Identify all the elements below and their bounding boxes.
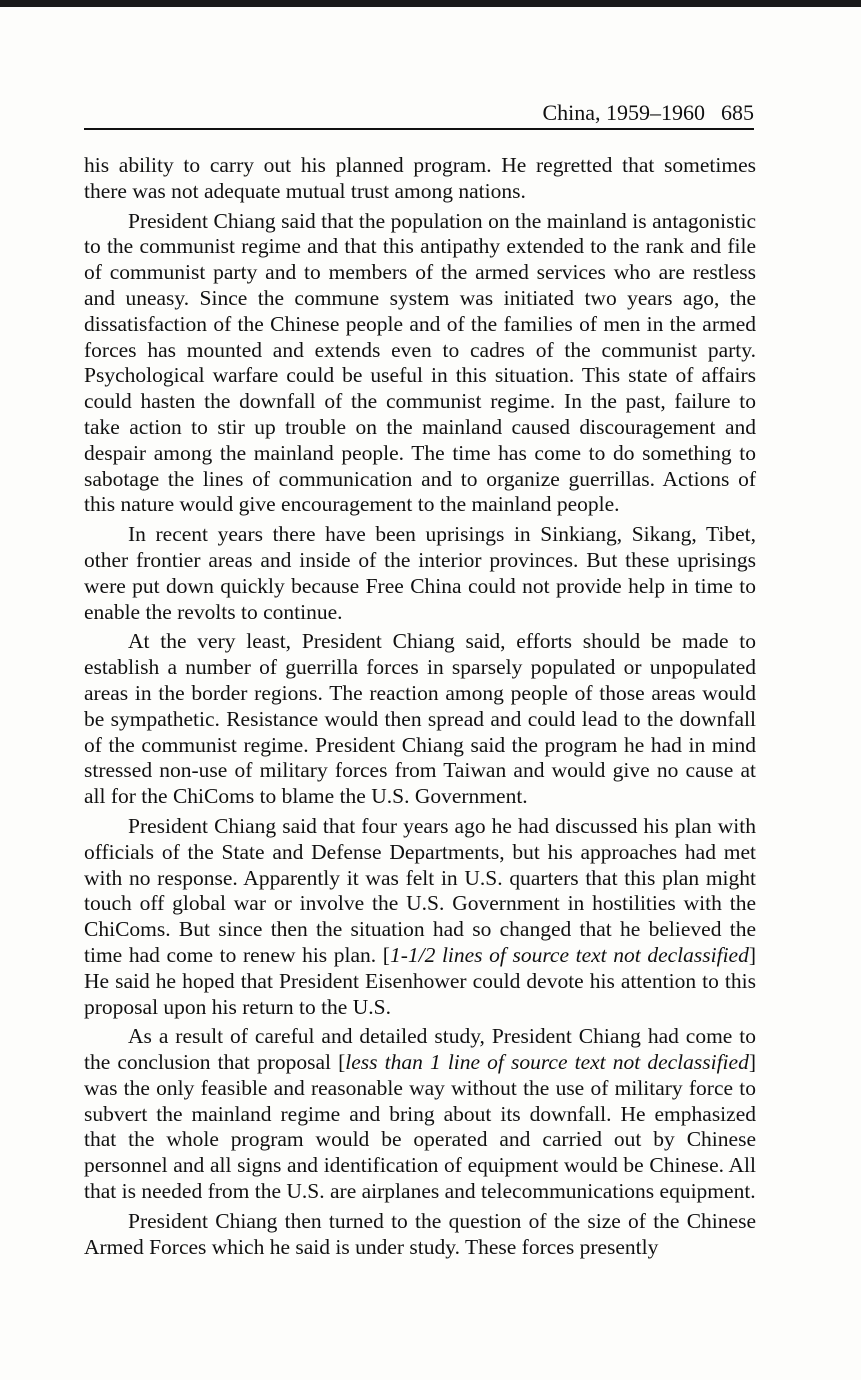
page-number: 685 [721,100,754,125]
paragraph-guerrilla-forces: At the very least, President Chiang said, efforts should be made to establish a number of guerrilla forces in sparsely populated or unpopulated areas in the border regions. The reaction among people of those areas would be sympathetic. Resistance would then spread and could lead to the downfall of the communist regime. President Chiang said the program he had in mind stressed non-use of military forces from Taiwan and would give no cause at all for the ChiComs to blame the U.S. Government. [84,629,756,809]
scan-top-edge [0,0,861,7]
paragraph-uprisings: In recent years there have been uprisings in Sinkiang, Sikang, Tibet, other frontier areas and inside of the interior provinces. But these uprisings were put down quickly because Free China could not provide help in time to enable the revolts to continue. [84,522,756,624]
redaction-note: less than 1 line of source text not declassified [345,1050,749,1075]
text-run: ] He said he hoped that President Eisenhower could devote his attention to this proposal upon his return to the U.S. [84,942,757,1019]
paragraph-renew-plan [84,814,756,1020]
running-title: China, 1959–1960 [542,100,705,125]
text-run: President Chiang said that four years ago he had discussed his plan with officials of the State and Defense Departments, but his approaches had met with no response. Apparently it was felt in U.S. quarters that this plan might touch off global war or involve the U.S. Government in hostilities with the ChiComs. But since then the situation had so changed that he believed the time had come to renew his plan. [ [84,813,756,967]
redaction-note: 1-1/2 lines of source text not declassified [389,942,749,967]
paragraph-proposal [84,1024,756,1205]
header-rule [84,128,754,130]
paragraph-continuation: his ability to carry out his planned program. He regretted that sometimes there was not adequate mutual trust among nations. [84,153,756,203]
page-body [84,153,756,1264]
paragraph-armed-forces-size: President Chiang then turned to the question of the size of the Chinese Armed Forces which he said is under study. These forces presently [84,1208,756,1259]
paragraph-population-antagonism: President Chiang said that the population on the mainland is antagonistic to the communist regime and that this antipathy extended to the rank and file of communist party and to members of the armed services who are restless and uneasy. Since the commune system was initiated two years ago, the dissatisfaction of the Chinese people and of the families of men in the armed forces has mounted and extends even to cadres of the communist party. Psychological warfare could be useful in this situation. This state of affairs could hasten the downfall of the communist regime. In the past, failure to take action to stir up trouble on the mainland caused discouragement and despair among the mainland people. The time has come to do something to sabotage the lines of communication and to organize guerrillas. Actions of this nature would give encouragement to the mainland people. [84,208,756,517]
text-run: ] was the only feasible and reasonable way without the use of military force to subvert the mainland regime and bring about its downfall. He emphasized that the whole program would be operated and carried out by Chinese personnel and all signs and identification of equipment would be Chinese. All that is needed from the U.S. are airplanes and telecommunications equipment. [84,1050,756,1204]
text-run: As a result of careful and detailed study, President Chiang had come to the conclusion that proposal [ [84,1024,756,1075]
running-head [84,98,754,128]
